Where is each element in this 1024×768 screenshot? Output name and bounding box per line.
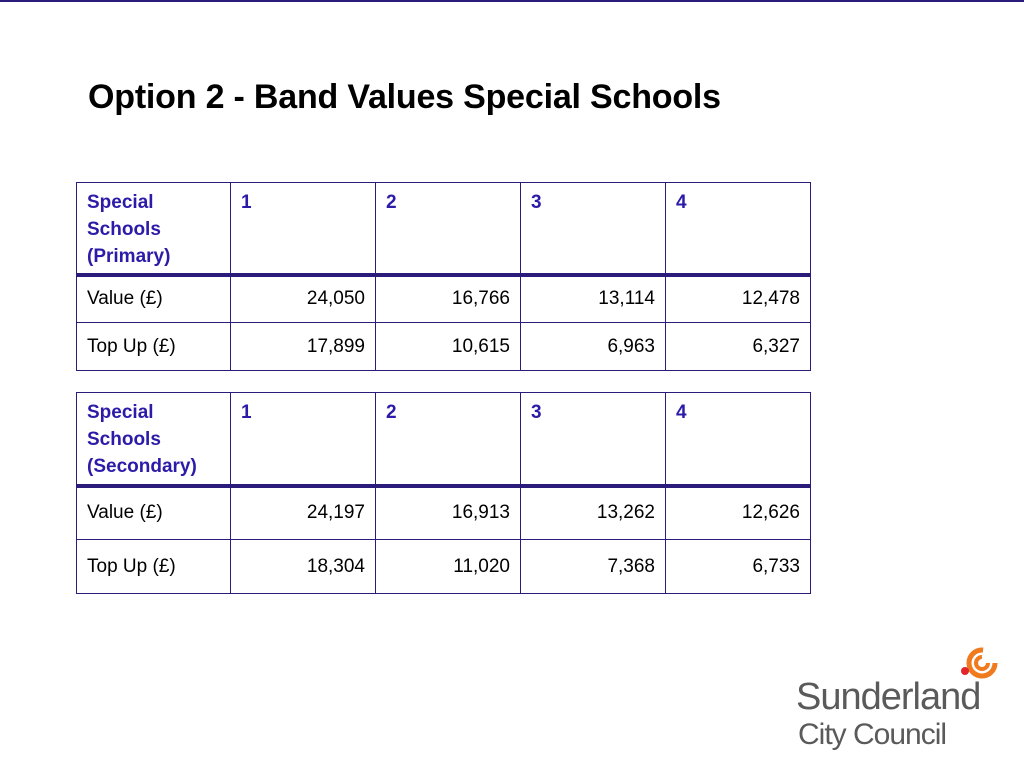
value-cell: 10,615: [376, 323, 521, 371]
header-cell: 2: [376, 393, 521, 486]
header-cell: 1: [231, 393, 376, 486]
logo-text-city-council: City Council: [798, 718, 947, 751]
value-cell: 6,963: [521, 323, 666, 371]
header-cell: 4: [666, 393, 811, 486]
value-cell: 6,733: [666, 540, 811, 594]
header-cell: Special Schools (Secondary): [77, 393, 231, 486]
value-cell: 12,626: [666, 486, 811, 540]
council-logo: [796, 640, 1016, 760]
value-cell: 16,913: [376, 486, 521, 540]
top-rule: [0, 0, 1024, 2]
value-cell: 16,766: [376, 275, 521, 323]
value-cell: 6,327: [666, 323, 811, 371]
value-cell: 13,262: [521, 486, 666, 540]
table-row: [77, 323, 811, 371]
table-row: [77, 486, 811, 540]
value-cell: 24,050: [231, 275, 376, 323]
table-header-row: [77, 183, 811, 275]
value-cell: 12,478: [666, 275, 811, 323]
header-cell: 3: [521, 183, 666, 275]
table-row: [77, 540, 811, 594]
header-cell: 2: [376, 183, 521, 275]
logo-text-sunderland: Sunderland: [796, 676, 981, 718]
row-label: Value (£): [77, 275, 231, 323]
header-cell: 3: [521, 393, 666, 486]
header-cell: Special Schools (Primary): [77, 183, 231, 275]
header-cell: 4: [666, 183, 811, 275]
table-row: [77, 275, 811, 323]
value-cell: 11,020: [376, 540, 521, 594]
value-cell: 7,368: [521, 540, 666, 594]
row-label: Value (£): [77, 486, 231, 540]
value-cell: 17,899: [231, 323, 376, 371]
value-cell: 13,114: [521, 275, 666, 323]
row-label: Top Up (£): [77, 323, 231, 371]
band-table-primary: [76, 182, 811, 371]
row-label: Top Up (£): [77, 540, 231, 594]
page-title: Option 2 - Band Values Special Schools: [88, 78, 721, 116]
header-cell: 1: [231, 183, 376, 275]
value-cell: 18,304: [231, 540, 376, 594]
band-table-secondary: [76, 392, 811, 594]
table-header-row: [77, 393, 811, 486]
value-cell: 24,197: [231, 486, 376, 540]
